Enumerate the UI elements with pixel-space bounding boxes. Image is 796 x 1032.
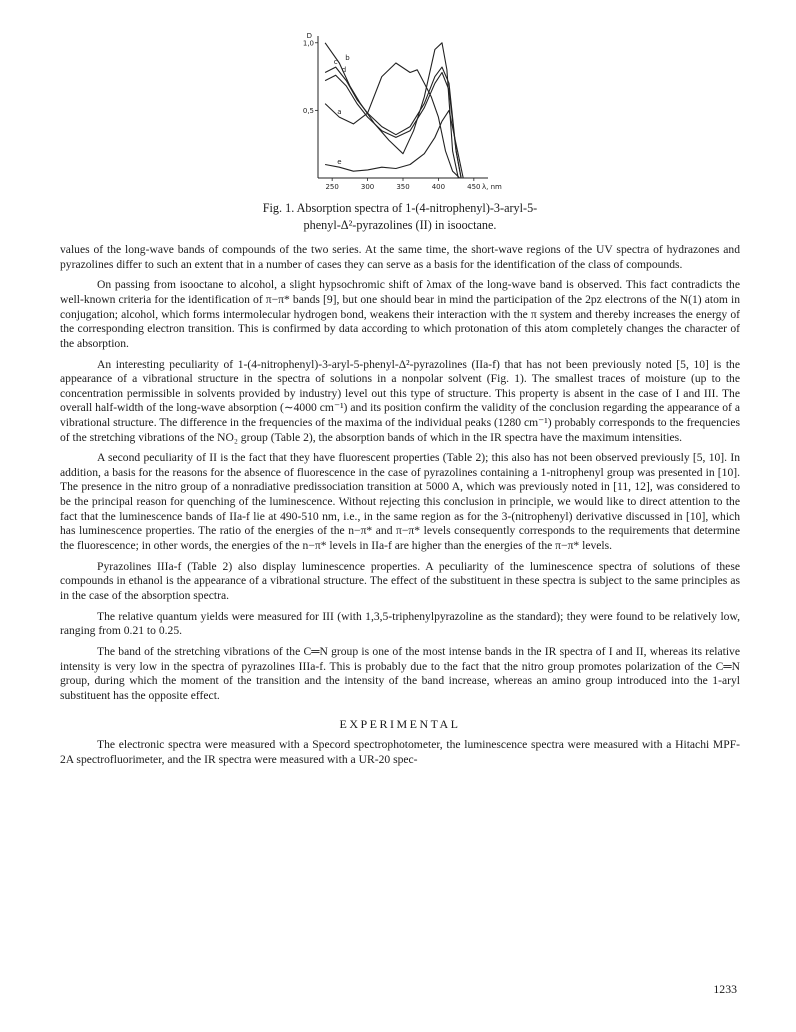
spectrum-curve-a [325,63,460,178]
paragraph-experimental: The electronic spectra were measured with a Specord spectrophotometer, the luminescence spectra were measured with a Hitachi MPF-2A spectrofluorimeter, and the IR spectra were measured with a UR-20 spec- [60,737,740,766]
figure-caption [150,200,650,234]
y-tick-label: 1,0 [302,39,314,48]
caption-line-1: Fig. 1. Absorption spectra of 1-(4-nitrophenyl)-3-aryl-5- [262,201,538,215]
x-tick-label: 450 [467,183,481,191]
paragraph-luminescence-iii: Pyrazolines IIIa-f (Table 2) also display luminescence properties. A peculiarity of the luminescence spectra of solutions of these compounds in ethanol is the appearance of a vibrational structure. The effect of the substituent in these spectra is subject to the same principles as in the case of the absorption spectra. [60,559,740,602]
caption-line-2: phenyl-Δ²-pyrazolines (II) in isooctane. [303,218,497,232]
x-axis-unit: λ, nm [482,183,502,191]
spectra-plot [288,28,510,196]
curve-label-c: c [333,58,338,67]
curve-label-d: d [341,66,347,75]
body-text [60,243,740,773]
curve-label-e: e [337,158,342,167]
paragraph-cn-stretching: The band of the stretching vibrations of the C═N group is one of the most intense bands in the IR spectra of I and II, whereas its relative intensity is very low in the spectra of pyrazolines IIIa-f. This is probably due to the fact that the nitro group promotes polarization of the C═N group, during which the moment of the transition and the intensity of the band increase, whereas an amino group introduced into the 1-aryl substituent has the opposite effect. [60,644,740,702]
paragraph-hypsochromic-shift: On passing from isooctane to alcohol, a slight hypsochromic shift of λmax of the long-wave band is observed. This fact contradicts the well-known criteria for the identification of π−π* bands [9], but one should bear in mind the participation of the 2pz electrons of the N(1) atom in conjugation; alcohol, which forms intermolecular hydrogen bond, weakens their interaction with the π system and thereby increases the energy of the corresponding electron transition. This is confirmed by data according to which protonation of this atom completely changes the character of the absorption. [60,278,740,350]
x-tick-label: 350 [396,183,410,191]
paragraph-fluorescent-properties: A second peculiarity of II is the fact that they have fluorescent properties (Table 2); this also has not been observed previously [5, 10]. In addition, a basis for the reasons for the absence of fluorescence in the case of pyrazolines containing a 1-nitrophenyl group was presented in [10]. The presence in the nitro group of a nonradiative predissociation transition at 5000 A, which was previously noted in [11, 12], was considered to be the principal reason for quenching of the luminescence. Without rejecting this conclusion in principle, we would like to direct attention to the fact that the luminescence bands of IIa-f lie at 490-510 nm, i.e., in the same region as for the 3-(nitrophenyl) derivative discussed in [10], which has luminescence properties. The ratio of the energies of the n−π* and π−π* levels consequently corresponds to the requirements that determine the fluorescence; in other words, the energies of the n−π* levels in IIa-f are higher than the energies of the π−π* levels. [60,451,740,552]
plot-curves [325,43,463,178]
y-tick-label: 0,5 [302,106,314,115]
paragraph-continuation: values of the long-wave bands of compounds of the two series. At the same time, the short-wave regions of the UV spectra of hydrazones and pyrazolines differ to such an extent that in a number of cases they can serve as a basis for the identification of the class of compounds. [60,243,740,271]
x-tick-label: 300 [360,183,375,191]
paragraph-quantum-yields: The relative quantum yields were measured for III (with 1,3,5-triphenylpyrazoline as the standard); they were found to be relatively low, ranging from 0.21 to 0.25. [60,609,740,638]
paragraph-vibrational-structure: An interesting peculiarity of 1-(4-nitrophenyl)-3-aryl-5-phenyl-Δ²-pyrazolines (IIa-f) that has not been previously noted [5, 10] is the appearance of a vibrational structure in the spectra of solutions in a nonpolar solvent (Fig. 1). The smallest traces of moisture (up to the concentration permissible in solvents provided by industry) level out this type of structure. This property is absent in the case of I and III. The overall half-width of the long-wave absorption (∼4000 cm⁻¹) and its position confirm the validity of the conclusion regarding the appearance of a vibrational structure. The difference in the frequencies of the maxima of the individual peaks (1280 cm⁻¹) probably corresponds to the frequencies of the stretching vibrations of the NO₂ group (Table 2), the absorption bands of which in the IR spectra have the maximum intensities. [60,357,740,444]
page-number: 1233 [713,982,737,996]
spectrum-curve-b [325,43,458,178]
x-tick-label: 250 [325,183,339,191]
spectrum-curve-c [325,67,461,178]
x-tick-label: 400 [431,183,446,191]
absorption-spectra-figure [288,28,510,196]
curve-label-b: b [345,54,350,63]
section-heading-experimental: EXPERIMENTAL [339,717,461,732]
curve-label-a: a [337,108,342,117]
y-axis-title: D [306,32,312,40]
